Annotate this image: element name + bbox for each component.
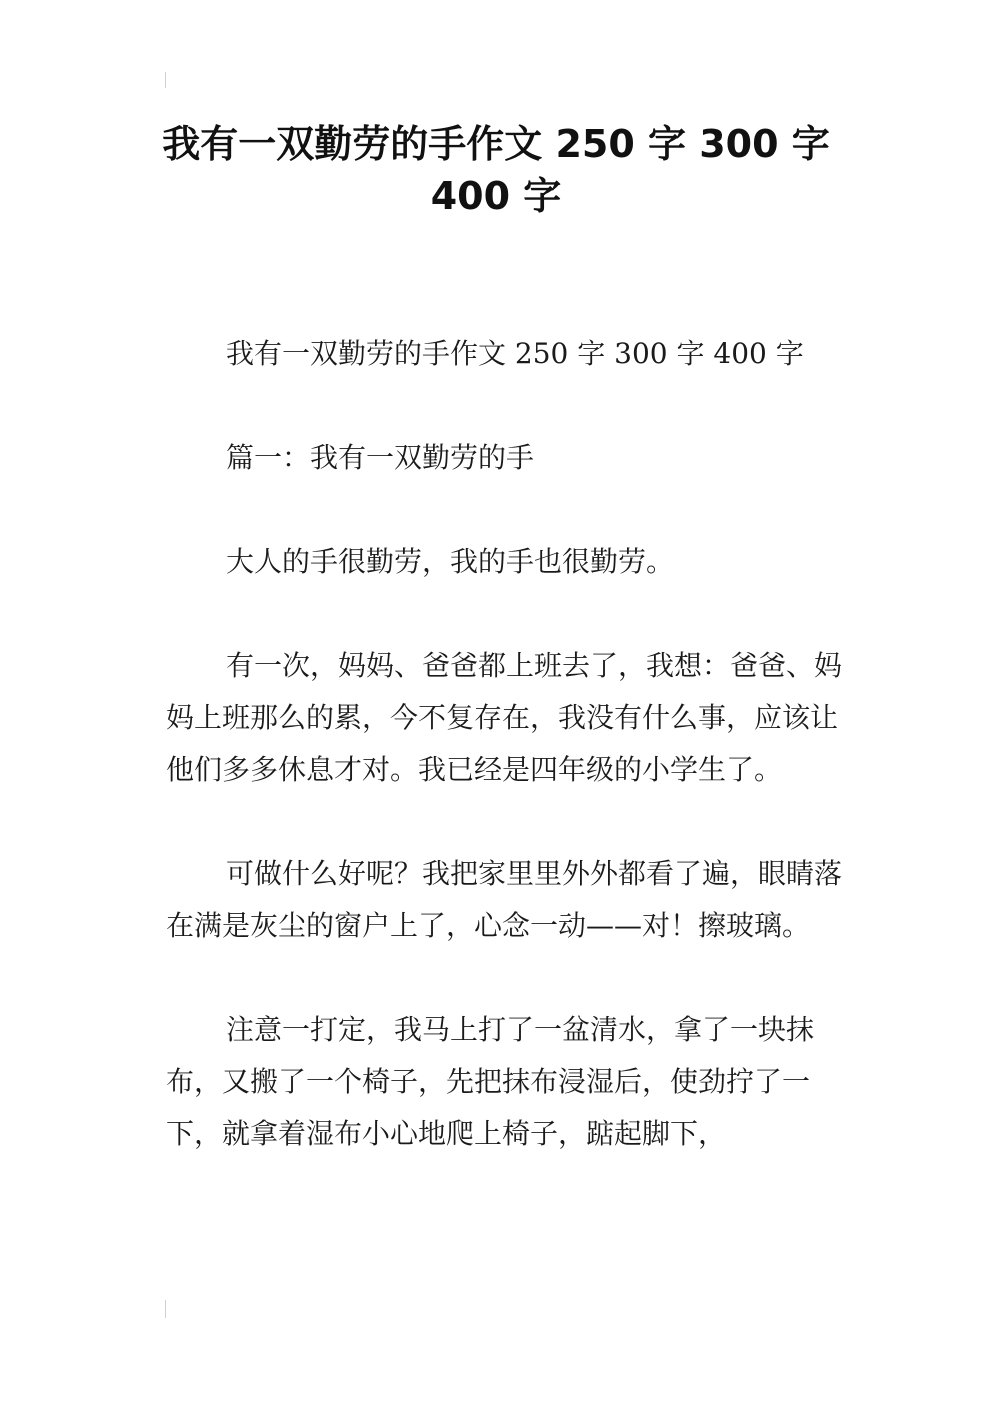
section-heading: 篇一：我有一双勤劳的手 xyxy=(226,441,535,474)
page-corner-mark-bottom xyxy=(165,1300,166,1318)
document-body xyxy=(166,328,842,1160)
paragraph: 有一次，妈妈、爸爸都上班去了，我想：爸爸、妈妈上班那么的累，今不复存在，我没有什么事，应该让他们多多休息才对。我已经是四年级的小学生了。 xyxy=(166,649,843,786)
page-corner-mark-top xyxy=(165,72,166,88)
document-title: 我有一双勤劳的手作文 250 字 300 字 400 字 xyxy=(162,122,830,218)
document-subtitle: 我有一双勤劳的手作文 250 字 300 字 400 字 xyxy=(226,337,804,370)
paragraph: 大人的手很勤劳，我的手也很勤劳。 xyxy=(226,545,675,578)
paragraph: 注意一打定，我马上打了一盆清水，拿了一块抹布，又搬了一个椅子，先把抹布浸湿后，使劲拧了一下，就拿着湿布小心地爬上椅子，踮起脚下， xyxy=(166,1013,815,1150)
paragraph: 可做什么好呢？我把家里里外外都看了遍，眼睛落在满是灰尘的窗户上了，心念一动——对！擦玻璃。 xyxy=(166,857,843,942)
